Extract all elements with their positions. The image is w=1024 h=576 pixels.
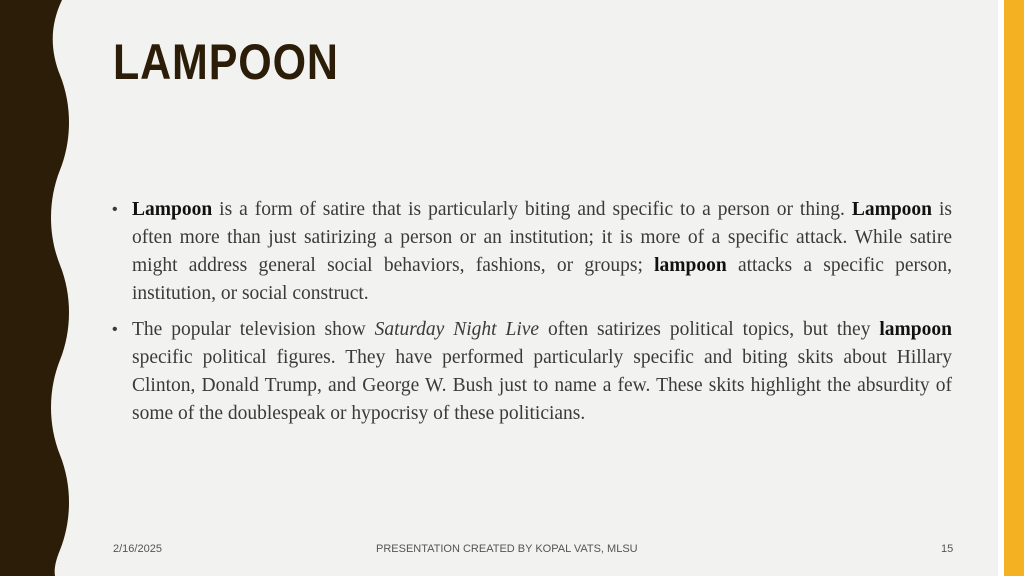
bullet-item bbox=[112, 316, 952, 428]
bullet-text: is often more than just satirizing a person or an institution; it is more of a specific attack. While satire might address general social behaviors, fashions, or groups; bbox=[132, 199, 952, 276]
term-highlight: lampoon bbox=[654, 255, 727, 276]
bullet-text: specific political figures. They have performed particularly specific and biting skits about Hillary Clinton, Donald Trump, and George W. Bush just to name a few. These skits highlight the absurdity of some of the doublespeak or hypocrisy of these politicians. bbox=[132, 347, 952, 424]
bullet-item bbox=[112, 196, 952, 308]
bullet-text: attacks a specific person, institution, or social construct. bbox=[132, 255, 952, 304]
page-number: 15 bbox=[941, 543, 954, 555]
bullet-text: The popular television show bbox=[132, 319, 375, 340]
term-highlight: lampoon bbox=[879, 319, 952, 340]
bullet-text: is a form of satire that is particularly biting and specific to a person or thing. bbox=[212, 199, 852, 220]
show-title: Saturday Night Live bbox=[374, 319, 540, 340]
term-highlight: Lampoon bbox=[851, 199, 933, 220]
term-highlight: Lampoon bbox=[132, 199, 213, 220]
wavy-border-decoration bbox=[0, 0, 80, 576]
footer-credit: PRESENTATION CREATED BY KOPAL VATS, MLSU bbox=[376, 543, 638, 555]
bullet-marker: • bbox=[112, 201, 118, 218]
accent-bar-decoration bbox=[1004, 0, 1024, 576]
bullet-text: often satirizes political topics, but they bbox=[539, 319, 880, 340]
slide-title: LAMPOON bbox=[113, 34, 339, 90]
footer-date: 2/16/2025 bbox=[113, 543, 162, 555]
bullet-list bbox=[112, 196, 952, 436]
bullet-marker: • bbox=[112, 321, 118, 338]
